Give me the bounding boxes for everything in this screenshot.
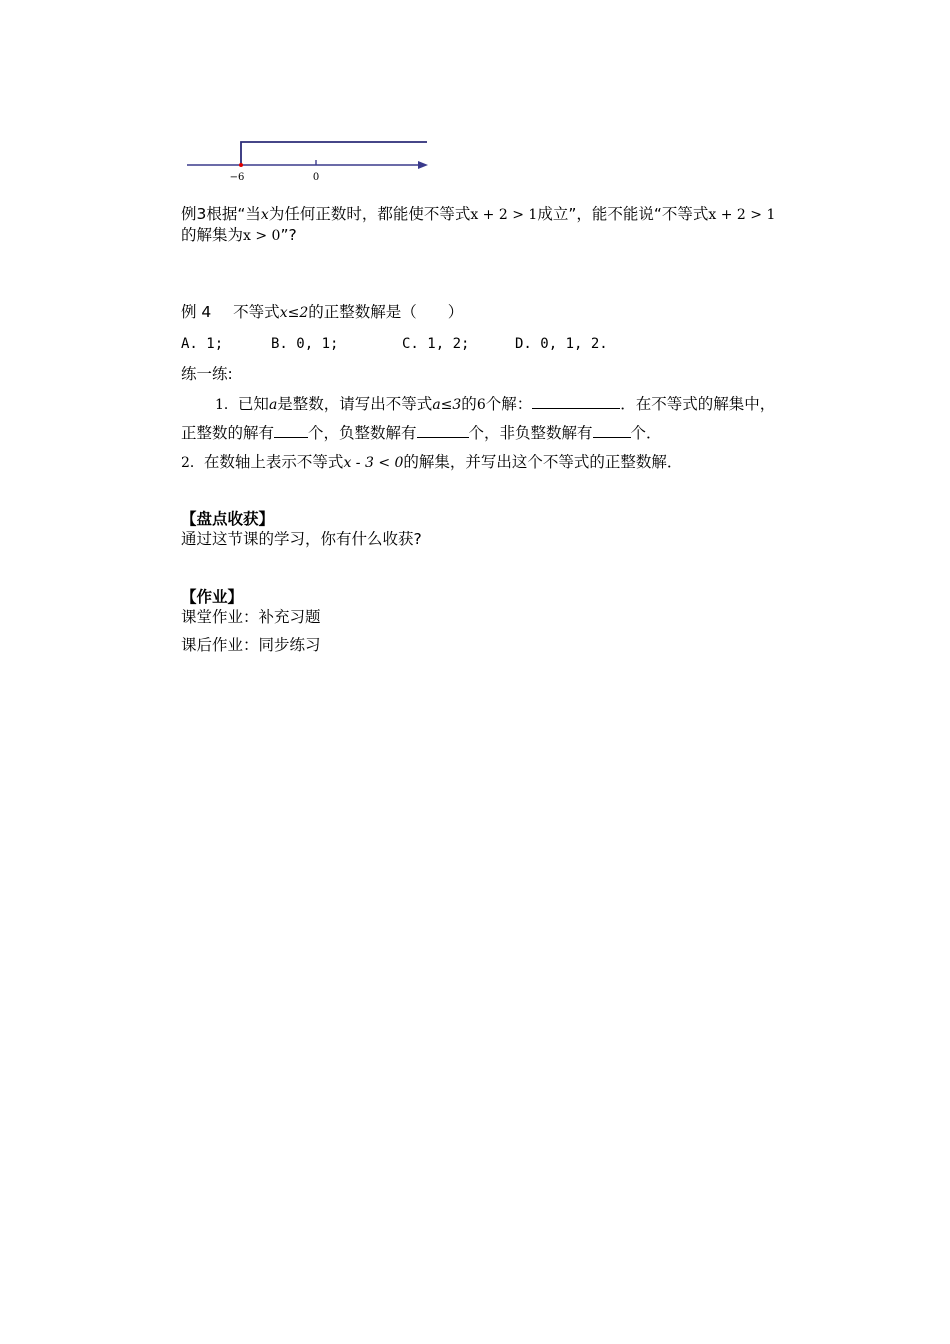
axis-arrow-icon [418, 161, 428, 169]
example3-line2: 的解集为x > 0”? [181, 226, 297, 244]
option-a: A. 1; [181, 336, 224, 352]
practice-heading: 练一练: [181, 365, 233, 383]
homework-class: 课堂作业：补充习题 [181, 608, 321, 626]
example3-label: 例3 [181, 205, 207, 223]
number-line-figure [180, 130, 440, 186]
inequality: x > 0 [243, 228, 281, 244]
homework-heading: 【作业】 [181, 588, 244, 606]
summary-heading: 【盘点收获】 [181, 510, 275, 528]
tick-label-neg6: −6 [229, 172, 245, 183]
answer-blank[interactable] [417, 423, 469, 438]
inequality: x + 2 > 1 [470, 207, 538, 223]
tick-label-zero: 0 [312, 172, 320, 183]
summary-text: 通过这节课的学习，你有什么收获? [181, 530, 422, 548]
option-c: C. 1, 2; [402, 336, 470, 352]
practice-q1-line2: 正整数的解有 个，负整数解有 个，非负整数解有 个． [181, 424, 662, 442]
example4-label: 例 4 [181, 303, 212, 321]
inequality: x - 3 < 0 [343, 455, 404, 471]
homework-after-class: 课后作业：同步练习 [181, 636, 321, 654]
practice-q1-line1: 1．已知a是整数，请写出不等式a≤3的6个解： ．在不等式的解集中， [215, 395, 776, 413]
start-point-dot [239, 163, 243, 167]
practice-q2: 2．在数轴上表示不等式x - 3 < 0的解集，并写出这个不等式的正整数解． [181, 453, 683, 471]
option-d: D. 0, 1, 2. [515, 336, 608, 352]
example3-line1: 例3根据“当x为任何正数时，都能使不等式x + 2 > 1成立”，能不能说“不等式x + 2 > 1 [181, 205, 776, 223]
answer-blank[interactable] [593, 423, 631, 438]
inequality: x + 2 > 1 [708, 207, 776, 223]
answer-blank[interactable] [274, 423, 308, 438]
answer-blank[interactable] [532, 394, 620, 409]
solution-ray [241, 142, 427, 165]
inequality: x≤2 [279, 305, 309, 321]
option-b: B. 0, 1; [271, 336, 339, 352]
example4-options [181, 334, 608, 354]
inequality: a≤3 [432, 397, 462, 413]
example4-question: 例 4 不等式x≤2的正整数解是（ ） [181, 303, 464, 321]
